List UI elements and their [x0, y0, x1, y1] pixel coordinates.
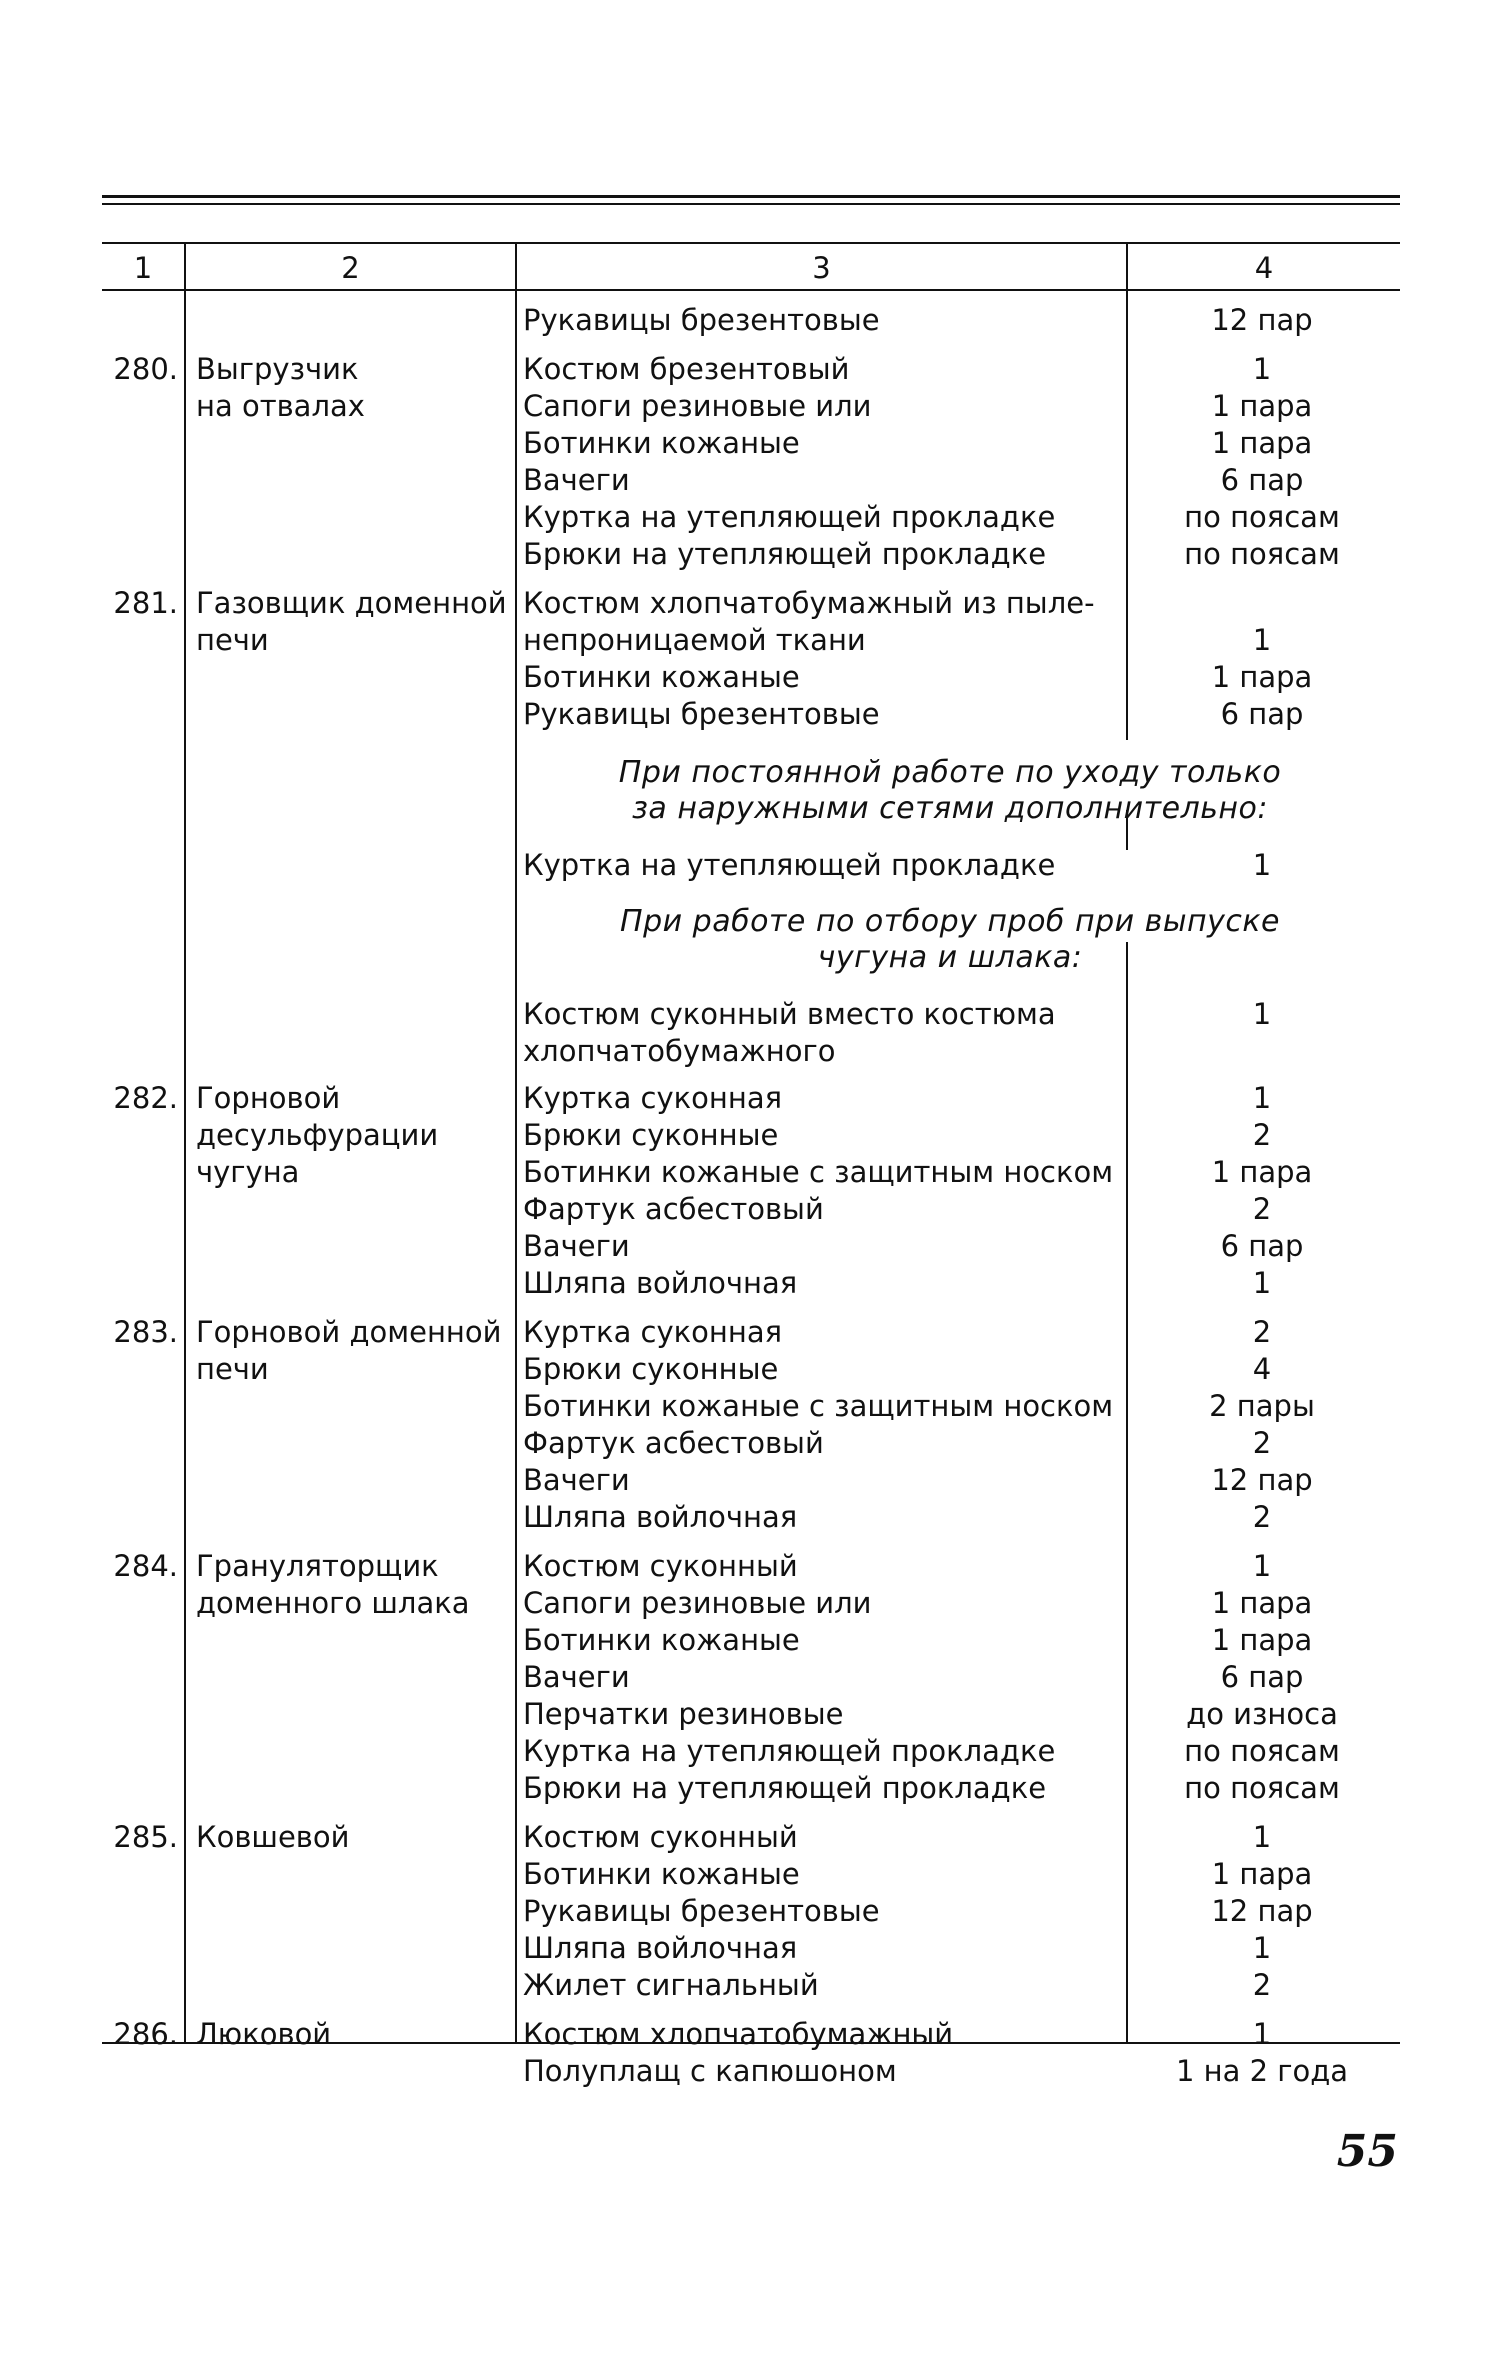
clothing-item: Полуплащ с капюшоном: [523, 2054, 897, 2088]
clothing-item: Куртка суконная: [523, 1315, 783, 1349]
item-quantity: 1 пара: [1211, 389, 1313, 423]
position-name: Газовщик доменной: [196, 586, 507, 620]
row-number: 285.: [113, 1820, 178, 1854]
row-number: 283.: [113, 1315, 178, 1349]
clothing-item: Костюм суконный: [523, 1549, 798, 1583]
clothing-item: Шляпа войлочная: [523, 1500, 798, 1534]
clothing-item: Костюм хлопчатобумажный из пыле-: [523, 586, 1095, 620]
clothing-item: Шляпа войлочная: [523, 1931, 798, 1965]
clothing-item: Ботинки кожаные: [523, 1857, 800, 1891]
clothing-item: Сапоги резиновые или: [523, 389, 872, 423]
item-quantity: 12 пар: [1211, 303, 1313, 337]
header-col-1: 1: [133, 251, 153, 285]
clothing-item: Ботинки кожаные с защитным носком: [523, 1389, 1114, 1423]
clothing-item: Вачеги: [523, 1229, 630, 1263]
page-number: 55: [1336, 2126, 1398, 2177]
position-name: десульфурации: [196, 1118, 439, 1152]
position-name: на отвалах: [196, 389, 365, 423]
header-col-2: 2: [341, 251, 360, 285]
item-quantity: 1: [1252, 1820, 1272, 1854]
clothing-item: Вачеги: [523, 463, 630, 497]
clothing-item: Костюм хлопчатобумажный: [523, 2017, 954, 2051]
item-quantity: 1 пара: [1211, 660, 1313, 694]
clothing-item: Перчатки резиновые: [523, 1697, 844, 1731]
item-quantity: 1 пара: [1211, 1155, 1313, 1189]
header-bottom-line: [102, 289, 1400, 291]
item-quantity: 2: [1252, 1500, 1272, 1534]
item-quantity: 6 пар: [1220, 1660, 1304, 1694]
row-number: 280.: [113, 352, 178, 386]
row-number: 284.: [113, 1549, 178, 1583]
clothing-item: Ботинки кожаные: [523, 426, 800, 460]
position-name: Горновой доменной: [196, 1315, 502, 1349]
clothing-item: Рукавицы брезентовые: [523, 697, 880, 731]
item-quantity: 1 пара: [1211, 426, 1313, 460]
item-quantity: 1: [1252, 2017, 1272, 2051]
clothing-item: Рукавицы брезентовые: [523, 303, 880, 337]
item-quantity: 1: [1252, 352, 1272, 386]
item-quantity: 2: [1252, 1118, 1272, 1152]
clothing-item: Вачеги: [523, 1660, 630, 1694]
item-quantity: 1 пара: [1211, 1623, 1313, 1657]
section-note: При постоянной работе по уходу только: [618, 755, 1282, 790]
position-name: Люковой: [196, 2017, 332, 2051]
position-name: чугуна: [196, 1155, 300, 1189]
item-quantity: 1 на 2 года: [1175, 2054, 1349, 2088]
item-quantity: 1: [1252, 1266, 1272, 1300]
clothing-item: Куртка на утепляющей прокладке: [523, 1734, 1056, 1768]
position-name: Грануляторщик: [196, 1549, 439, 1583]
clothing-item: Фартук асбестовый: [523, 1192, 824, 1226]
position-name: печи: [196, 623, 269, 657]
clothing-item: Сапоги резиновые или: [523, 1586, 872, 1620]
row-number: 282.: [113, 1081, 178, 1115]
item-quantity: по поясам: [1184, 1734, 1340, 1768]
item-quantity: 2 пары: [1209, 1389, 1315, 1423]
header-col-3: 3: [812, 251, 831, 285]
clothing-item: Шляпа войлочная: [523, 1266, 798, 1300]
item-quantity: 1: [1252, 1931, 1272, 1965]
col-divider-2: [515, 242, 517, 2044]
header-col-4: 4: [1254, 251, 1274, 285]
item-quantity: по поясам: [1184, 1771, 1340, 1805]
top-rule-thick: [102, 195, 1400, 198]
item-quantity: 1: [1252, 623, 1272, 657]
row-number: 281.: [113, 586, 178, 620]
clothing-item: Ботинки кожаные: [523, 660, 800, 694]
item-quantity: 6 пар: [1220, 463, 1304, 497]
clothing-item: Костюм брезентовый: [523, 352, 850, 386]
item-quantity: 2: [1252, 1426, 1272, 1460]
clothing-item: Брюки на утепляющей прокладке: [523, 1771, 1047, 1805]
item-quantity: 4: [1252, 1352, 1272, 1386]
item-quantity: по поясам: [1184, 537, 1340, 571]
clothing-item: Ботинки кожаные: [523, 1623, 800, 1657]
col-divider-1: [184, 242, 186, 2044]
item-quantity: 2: [1252, 1315, 1272, 1349]
item-quantity: 1 пара: [1211, 1857, 1313, 1891]
section-note: чугуна и шлака:: [817, 940, 1083, 975]
item-quantity: 6 пар: [1220, 697, 1304, 731]
row-number: 286.: [113, 2017, 178, 2051]
position-name: Ковшевой: [196, 1820, 350, 1854]
clothing-item: Куртка суконная: [523, 1081, 783, 1115]
clothing-item: Брюки суконные: [523, 1352, 779, 1386]
clothing-item: Жилет сигнальный: [523, 1968, 819, 2002]
item-quantity: до износа: [1186, 1697, 1338, 1731]
section-note: за наружными сетями дополнительно:: [631, 791, 1268, 826]
item-quantity: 12 пар: [1211, 1894, 1313, 1928]
item-quantity: 1: [1252, 1549, 1272, 1583]
position-name: доменного шлака: [196, 1586, 470, 1620]
position-name: Выгрузчик: [196, 352, 359, 386]
clothing-item: Костюм суконный: [523, 1820, 798, 1854]
clothing-item: Рукавицы брезентовые: [523, 1894, 880, 1928]
item-quantity: по поясам: [1184, 500, 1340, 534]
item-quantity: 1: [1252, 997, 1272, 1031]
header-top-line: [102, 242, 1400, 244]
clothing-item: Ботинки кожаные с защитным носком: [523, 1155, 1114, 1189]
clothing-item: Куртка на утепляющей прокладке: [523, 848, 1056, 882]
clothing-item: Куртка на утепляющей прокладке: [523, 500, 1056, 534]
item-quantity: 2: [1252, 1968, 1272, 2002]
position-name: Горновой: [196, 1081, 341, 1115]
clothing-item: Брюки суконные: [523, 1118, 779, 1152]
clothing-item: Вачеги: [523, 1463, 630, 1497]
clothing-item: Костюм суконный вместо костюма: [523, 997, 1056, 1031]
section-note: При работе по отбору проб при выпуске: [620, 904, 1280, 939]
position-name: печи: [196, 1352, 269, 1386]
clothing-item: Брюки на утепляющей прокладке: [523, 537, 1047, 571]
item-quantity: 6 пар: [1220, 1229, 1304, 1263]
item-quantity: 1: [1252, 1081, 1272, 1115]
clothing-item: непроницаемой ткани: [523, 623, 866, 657]
clothing-item: Фартук асбестовый: [523, 1426, 824, 1460]
item-quantity: 1: [1252, 848, 1272, 882]
top-rule-thin: [102, 203, 1400, 205]
clothing-item: хлопчатобумажного: [523, 1034, 836, 1068]
item-quantity: 2: [1252, 1192, 1272, 1226]
item-quantity: 12 пар: [1211, 1463, 1313, 1497]
item-quantity: 1 пара: [1211, 1586, 1313, 1620]
